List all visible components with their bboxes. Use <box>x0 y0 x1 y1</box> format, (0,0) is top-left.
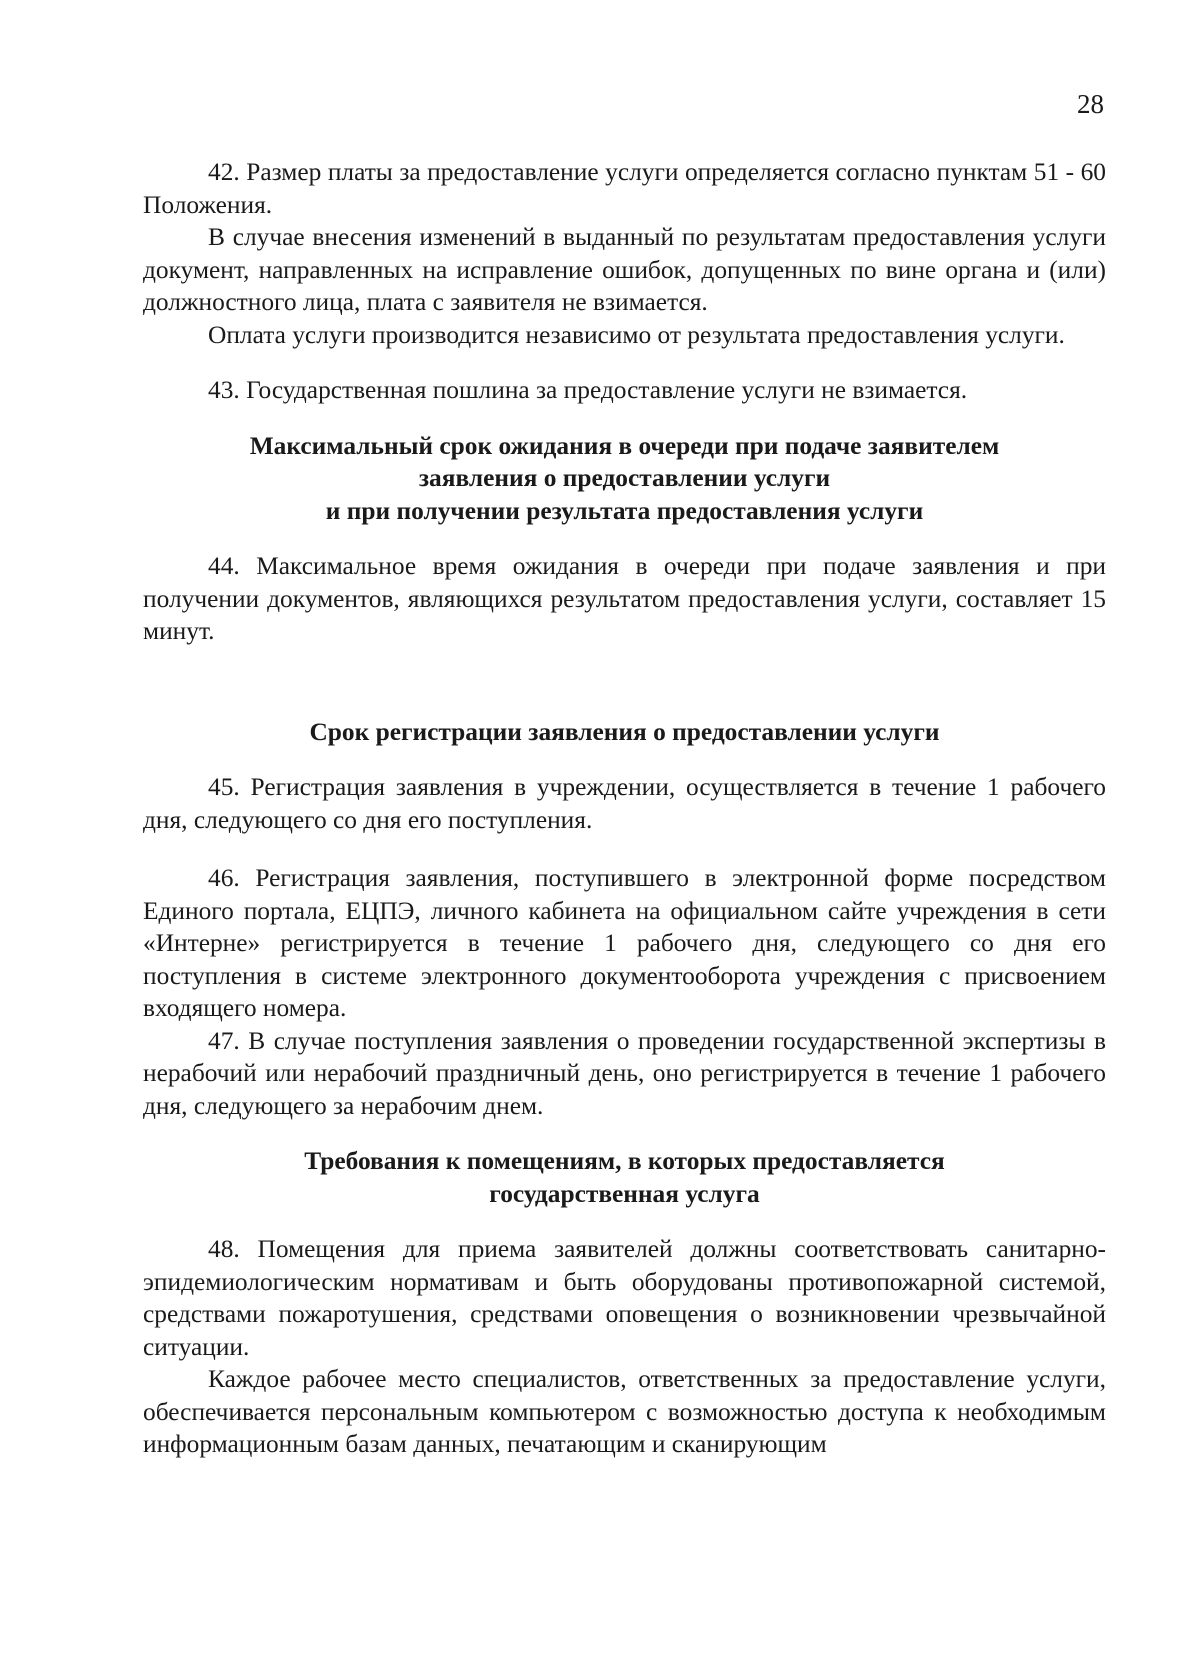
heading-line: Максимальный срок ожидания в очереди при подаче заявителем <box>249 431 1000 460</box>
page-number: 28 <box>1077 89 1104 119</box>
section-heading-registration <box>143 716 1106 749</box>
paragraph-46: 46. Регистрация заявления, поступившего в электронной форме посредством Единого портала, ЕЦПЭ, личного кабинета на официальном сайте учреждения в сети «Интерне» регистрируется в течение 1 рабочего дня, следующего со дня его поступления в системе электронного документооборота учреждения с присвоением входящего номера. <box>143 864 1106 1022</box>
heading-line: заявления о предоставлении услуги <box>418 464 831 492</box>
section-heading-queue-time <box>143 430 1106 528</box>
spacer <box>143 1210 1106 1233</box>
paragraph-48: 48. Помещения для приема заявителей должны соответствовать санитарно-эпидемиологическим нормативам и быть оборудованы противопожарной системой, средствами пожаротушения, средствами оповещения о возникновении чрезвычайной ситуации. <box>143 1235 1106 1361</box>
spacer <box>143 648 1106 716</box>
heading-line: Требования к помещениям, в которых предоставляется <box>304 1147 945 1175</box>
paragraph-42-corrections: В случае внесения изменений в выданный по результатам предоставления услуги документ, направленных на исправление ошибок, допущенных по вине органа и (или) должностного лица, плата с заявителя не взимается. <box>143 223 1106 316</box>
spacer <box>143 407 1106 430</box>
heading-line: и при получении результата предоставления услуги <box>325 496 924 525</box>
paragraph-48-workplace: Каждое рабочее место специалистов, ответственных за предоставление услуги, обеспечивается персональным компьютером с возможностью доступа к необходимым информационным базам данных, печатающим и сканирующим <box>143 1365 1106 1458</box>
spacer <box>143 836 1106 862</box>
paragraph-45: 45. Регистрация заявления в учреждении, осуществляется в течение 1 рабочего дня, следующего со дня его поступления. <box>143 773 1106 834</box>
section-heading-premises <box>143 1145 1106 1210</box>
paragraph-44: 44. Максимальное время ожидания в очереди при подаче заявления и при получении документов, являющихся результатом предоставления услуги, составляет 15 минут. <box>143 552 1106 645</box>
heading-line: Срок регистрации заявления о предоставлении услуги <box>309 717 940 746</box>
paragraph-42-payment: Оплата услуги производится независимо от результата предоставления услуги. <box>208 320 1065 349</box>
heading-line: государственная услуга <box>489 1179 760 1208</box>
document-body <box>143 156 1106 1461</box>
paragraph-43: 43. Государственная пошлина за предоставление услуги не взимается. <box>208 376 968 404</box>
spacer <box>143 748 1106 771</box>
paragraph-47: 47. В случае поступления заявления о проведении государственной экспертизы в нерабочий или нерабочий праздничный день, оно регистрируется в течение 1 рабочего дня, следующего за нерабочим днем. <box>143 1026 1106 1120</box>
spacer <box>143 527 1106 550</box>
paragraph-42: 42. Размер платы за предоставление услуги определяется согласно пунктам 51 - 60 Положения. <box>143 158 1106 219</box>
spacer <box>143 351 1106 374</box>
spacer <box>143 1122 1106 1145</box>
